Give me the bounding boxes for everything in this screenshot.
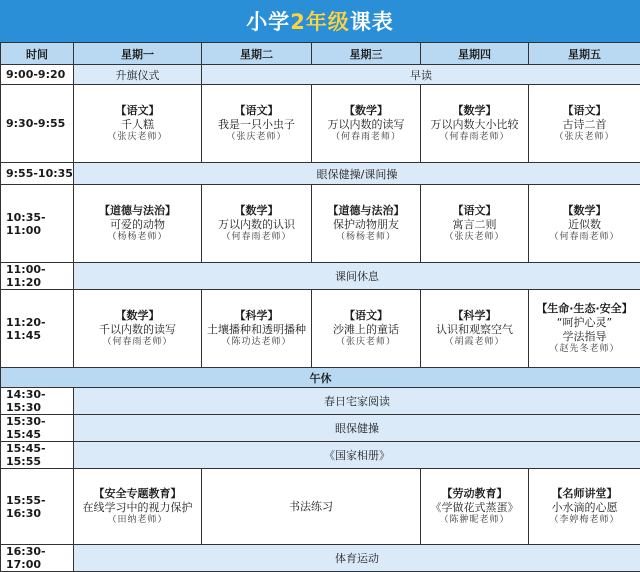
time-cell: 16:30-17:00 [1, 545, 74, 572]
time-cell: 15:55-16:30 [1, 469, 74, 545]
flag-ceremony-cell: 升旗仪式 [74, 65, 202, 85]
table-row [1, 263, 640, 290]
table-row [1, 290, 640, 368]
lesson-cell: 【科学】 土壤播种和透明播种 （陈功达老师） [202, 290, 312, 368]
page-title: 小学2年级课表 [246, 6, 394, 36]
activity-band: 春日宅家阅读 [74, 388, 640, 415]
lesson-cell: 【生命·生态·安全】 “呵护心灵” 学法指导 （赵先冬老师） [529, 290, 640, 368]
table-row [1, 469, 640, 545]
lesson-cell: 【名师讲堂】 小水滴的心愿 （李婷梅老师） [529, 469, 640, 545]
header-row [1, 43, 640, 65]
time-cell: 15:30-15:45 [1, 415, 74, 442]
lesson-cell: 【语文】 寓言二则 （张庆老师） [421, 185, 529, 263]
lesson-cell: 【道德与法治】 可爱的动物 （杨杨老师） [74, 185, 202, 263]
activity-band: 眼保健操 [74, 415, 640, 442]
lesson-cell: 【科学】 认识和观察空气 （胡霞老师） [421, 290, 529, 368]
lesson-cell: 【语文】 我是一只小虫子 （张庆老师） [202, 85, 312, 163]
table-row [1, 388, 640, 415]
lunch-band: 午休 [1, 368, 640, 388]
time-cell: 9:30-9:55 [1, 85, 74, 163]
table-row [1, 415, 640, 442]
lesson-cell: 【语文】 古诗二首 （张庆老师） [529, 85, 640, 163]
header-tue: 星期二 [202, 43, 312, 65]
time-cell: 9:55-10:35 [1, 163, 74, 185]
title-banner [0, 0, 640, 42]
timetable [0, 42, 640, 572]
table-row [1, 85, 640, 163]
lesson-cell: 【语文】 千人糕 （张庆老师） [74, 85, 202, 163]
lesson-cell: 【劳动教育】 《学做花式蒸蛋》 （陈翀昵老师） [421, 469, 529, 545]
activity-band: 体育运动 [74, 545, 640, 572]
header-mon: 星期一 [74, 43, 202, 65]
lesson-cell: 【数学】 万以内数大小比较 （何春雨老师） [421, 85, 529, 163]
header-thu: 星期四 [421, 43, 529, 65]
break-band: 眼保健操/课间操 [74, 163, 640, 185]
time-cell: 10:35-11:00 [1, 185, 74, 263]
morning-reading-cell: 早读 [202, 65, 640, 85]
lesson-cell: 【语文】 沙滩上的童话 （张庆老师） [312, 290, 421, 368]
header-time: 时间 [1, 43, 74, 65]
calligraphy-cell: 书法练习 [202, 469, 421, 545]
time-cell: 11:00-11:20 [1, 263, 74, 290]
time-cell: 11:20-11:45 [1, 290, 74, 368]
table-row [1, 368, 640, 388]
table-row [1, 545, 640, 572]
time-cell: 15:45-15:55 [1, 442, 74, 469]
lesson-cell: 【数学】 近似数 （何春雨老师） [529, 185, 640, 263]
activity-band: 《国家相册》 [74, 442, 640, 469]
lesson-cell: 【数学】 万以内数的读写 （何春雨老师） [312, 85, 421, 163]
lesson-cell: 【安全专题教育】 在线学习中的视力保护 （田纳老师） [74, 469, 202, 545]
table-row [1, 65, 640, 85]
table-row [1, 163, 640, 185]
header-fri: 星期五 [529, 43, 640, 65]
lesson-cell: 【道德与法治】 保护动物朋友 （杨杨老师） [312, 185, 421, 263]
lesson-cell: 【数学】 千以内数的读写 （何春雨老师） [74, 290, 202, 368]
table-row [1, 185, 640, 263]
break-band: 课间休息 [74, 263, 640, 290]
lesson-cell: 【数学】 万以内数的认识 （何春雨老师） [202, 185, 312, 263]
table-row [1, 442, 640, 469]
header-wed: 星期三 [312, 43, 421, 65]
time-cell: 14:30-15:30 [1, 388, 74, 415]
time-cell: 9:00-9:20 [1, 65, 74, 85]
